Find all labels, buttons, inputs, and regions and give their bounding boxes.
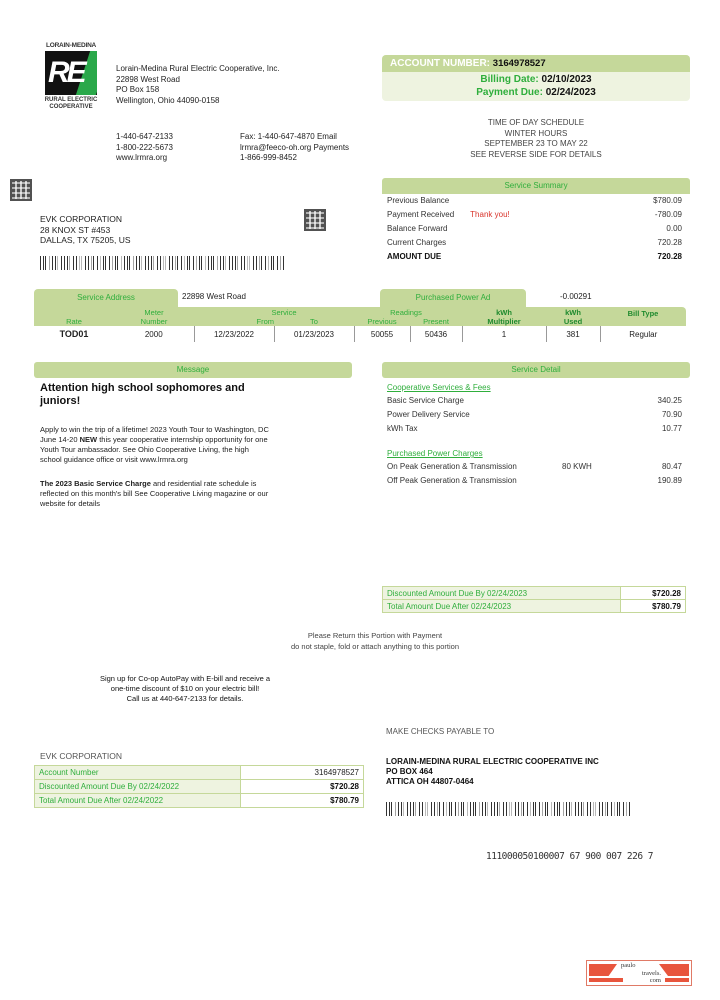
col-number: Number — [140, 317, 168, 326]
purchased-power-heading: Purchased Power Charges — [387, 449, 483, 458]
account-number-label: ACCOUNT NUMBER: — [390, 58, 490, 69]
discounted-amount-row — [383, 587, 686, 600]
stub-customer-name: EVK CORPORATION — [40, 751, 123, 761]
cooperative-fees-heading: Cooperative Services & Fees — [387, 383, 491, 392]
total-after-label: Total Amount Due After 02/24/2023 — [383, 600, 621, 613]
schedule-line1: TIME OF DAY SCHEDULE — [487, 118, 585, 127]
payment-due-label: Payment Due: — [476, 87, 543, 98]
account-number-value: 3164978527 — [492, 58, 546, 69]
col-from: From — [256, 317, 274, 326]
message-body1: Apply to win the trip of a lifetime! 2023 Youth Tour to Washington, DC June 14-20 NEW this year cooperative internship opportunity for one Youth Tour ambassador. See Ohio Cooperative Living, the high school guidance office or visit www.lrmra.org — [40, 425, 269, 464]
col-present: Present — [423, 317, 449, 326]
account-box — [382, 55, 690, 101]
service-summary-title: Service Summary — [382, 178, 690, 194]
ocr-scan-line: 111000050100007 67 900 007 226 7 — [486, 851, 654, 862]
stub-account-label: Account Number — [35, 766, 241, 780]
logo-top-text: LORAIN-MEDINA — [45, 42, 97, 49]
col-multiplier: Multiplier — [487, 317, 521, 326]
total-after-value: $780.79 — [621, 600, 686, 613]
postal-barcode — [40, 256, 284, 270]
message-body2: The 2023 Basic Service Charge and residential rate schedule is reflected on this month's bill See Cooperative Living magazine or our website for details — [40, 479, 269, 508]
schedule-line2: WINTER HOURS — [504, 128, 568, 138]
service-address-label: Service Address — [34, 289, 178, 307]
discounted-amount-value: $720.28 — [621, 587, 686, 600]
col-group-meter: Meter — [144, 308, 164, 317]
autopay-promo — [60, 674, 310, 704]
stub-row — [35, 794, 364, 808]
utility-address-line1: 22898 West Road — [116, 74, 180, 84]
detail-row: Power Delivery Service 70.90 — [387, 410, 682, 419]
utility-phones — [116, 132, 173, 164]
utility-website[interactable]: www.lrmra.org — [116, 153, 168, 162]
coop-logo — [38, 42, 104, 118]
detail-row: On Peak Generation & Transmission 80 KWH 80.47 — [387, 462, 682, 471]
payment-stub-table — [34, 765, 364, 808]
return-note-line1: Please Return this Portion with Payment — [307, 631, 443, 640]
summary-value: $780.09 — [653, 196, 682, 205]
col-to: To — [310, 317, 318, 326]
amount-due-label: AMOUNT DUE — [387, 252, 442, 261]
utility-fax: Fax: 1-440-647-4870 Email — [240, 132, 337, 141]
col-previous: Previous — [367, 317, 397, 326]
checks-payable-label: MAKE CHECKS PAYABLE TO — [386, 727, 495, 736]
autopay-line2: one-time discount of $10 on your electric bill! — [110, 684, 260, 693]
col-group-readings: Readings — [390, 308, 422, 317]
service-address-value: 22898 West Road — [182, 292, 246, 301]
amount-due-row — [382, 250, 690, 264]
bill-type-value: Regular — [600, 326, 686, 342]
stub-total-label: Total Amount Due After 02/24/2022 — [35, 794, 241, 808]
stub-discounted-label: Discounted Amount Due By 02/24/2022 — [35, 780, 241, 794]
logo-bottom-line2: COOPERATIVE — [49, 104, 93, 110]
thank-you-note: Thank you! — [470, 210, 510, 219]
return-note — [0, 630, 720, 652]
col-group-service: Service — [271, 308, 297, 317]
utility-address-line2: PO Box 158 — [116, 85, 160, 94]
totals-table — [382, 586, 686, 613]
autopay-line3: Call us at 440-647-2133 for details. — [126, 694, 244, 703]
account-dates — [382, 72, 690, 99]
utility-address-line3: Wellington, Ohio 44090-0158 — [116, 95, 220, 105]
qr-code-icon — [10, 179, 32, 201]
summary-label: Balance Forward — [387, 224, 448, 233]
service-detail — [382, 362, 690, 488]
total-after-row — [383, 600, 686, 613]
utility-phone1: 1-440-647-2133 — [116, 132, 173, 141]
watermark-text: paulo travels. com — [621, 962, 661, 984]
summary-label: Payment Received — [387, 210, 455, 219]
watermark-logo — [586, 960, 692, 986]
stub-total-value: $780.79 — [241, 794, 364, 808]
payee-line3: ATTICA OH 44807-0464 — [386, 777, 474, 786]
previous-reading-value: 50055 — [354, 326, 410, 342]
remit-barcode — [386, 802, 630, 816]
stub-discounted-value: $720.28 — [241, 780, 364, 794]
summary-label: Previous Balance — [387, 196, 450, 205]
logo-bottom-line1: RURAL ELECTRIC — [44, 97, 98, 103]
utility-contacts — [240, 132, 349, 164]
service-summary — [382, 178, 690, 264]
rate-value: TOD01 — [59, 329, 89, 339]
summary-value: 0.00 — [666, 224, 682, 233]
utility-phone2: 1-800-222-5673 — [116, 142, 173, 152]
summary-row — [382, 194, 690, 208]
billing-date-label: Billing Date: — [480, 74, 539, 85]
table-row — [34, 326, 686, 342]
customer-address — [40, 214, 131, 246]
detail-row: Off Peak Generation & Transmission 190.89 — [387, 476, 682, 485]
kwh-used-value: 381 — [546, 326, 600, 342]
col-used: Used — [563, 317, 583, 326]
col-group-kwh: kWh — [496, 308, 512, 317]
payment-due-value: 02/24/2023 — [545, 87, 596, 98]
message-headline: Attention high school sophomores and juniors! — [40, 382, 245, 407]
payee-line2: PO BOX 464 — [386, 767, 433, 776]
utility-name: Lorain-Medina Rural Electric Cooperative, Inc. — [116, 64, 280, 73]
message-panel — [34, 362, 352, 509]
meter-readings-table — [34, 307, 686, 342]
account-number-row — [382, 55, 690, 72]
purchased-power-label: Purchased Power Ad — [380, 289, 526, 307]
message-title: Message — [34, 362, 352, 378]
logo-mark — [45, 51, 97, 95]
service-from-value: 12/23/2022 — [194, 326, 274, 342]
autopay-line1: Sign up for Co-op AutoPay with E-bill and receive a — [99, 674, 271, 683]
stub-row — [35, 766, 364, 780]
col-rate: Rate — [66, 317, 82, 326]
utility-email[interactable]: lrmra@feeco-oh.org Payments — [240, 142, 350, 152]
purchased-power-value: -0.00291 — [560, 292, 592, 301]
amount-due-value: 720.28 — [657, 252, 682, 261]
customer-address1: 28 KNOX ST #453 — [40, 224, 111, 235]
billing-date-value: 02/10/2023 — [541, 74, 592, 85]
utility-address — [116, 64, 280, 106]
stub-account-value: 3164978527 — [241, 766, 364, 780]
service-to-value: 01/23/2023 — [274, 326, 354, 342]
summary-value: -780.09 — [654, 210, 682, 219]
customer-address2: DALLAS, TX 75205, US — [40, 235, 131, 245]
multiplier-value: 1 — [462, 326, 546, 342]
logo-mark-text: RE — [48, 56, 84, 89]
summary-label: Current Charges — [387, 238, 447, 247]
time-of-day-schedule — [382, 118, 690, 160]
return-note-line2: do not staple, fold or attach anything to this portion — [290, 642, 460, 651]
present-reading-value: 50436 — [410, 326, 462, 342]
meter-number-value: 2000 — [144, 329, 163, 339]
qr-code-icon — [304, 209, 326, 231]
summary-row — [382, 222, 690, 236]
payee-address — [386, 757, 599, 787]
detail-row: kWh Tax 10.77 — [387, 424, 682, 433]
payee-line1: LORAIN-MEDINA RURAL ELECTRIC COOPERATIVE INC — [386, 757, 599, 766]
utility-payments-phone: 1-866-999-8452 — [240, 153, 297, 162]
schedule-line4: SEE REVERSE SIDE FOR DETAILS — [470, 149, 602, 159]
summary-row — [382, 236, 690, 250]
col-group-kwh: kWh — [565, 308, 581, 317]
schedule-line3: SEPTEMBER 23 TO MAY 22 — [484, 139, 588, 148]
col-bill-type: Bill Type — [627, 309, 659, 318]
discounted-amount-label: Discounted Amount Due By 02/24/2023 — [383, 587, 621, 600]
summary-row — [382, 208, 690, 222]
customer-name: EVK CORPORATION — [40, 214, 123, 224]
summary-value: 720.28 — [657, 238, 682, 247]
service-detail-title: Service Detail — [382, 362, 690, 378]
stub-row — [35, 780, 364, 794]
detail-row: Basic Service Charge 340.25 — [387, 396, 682, 405]
